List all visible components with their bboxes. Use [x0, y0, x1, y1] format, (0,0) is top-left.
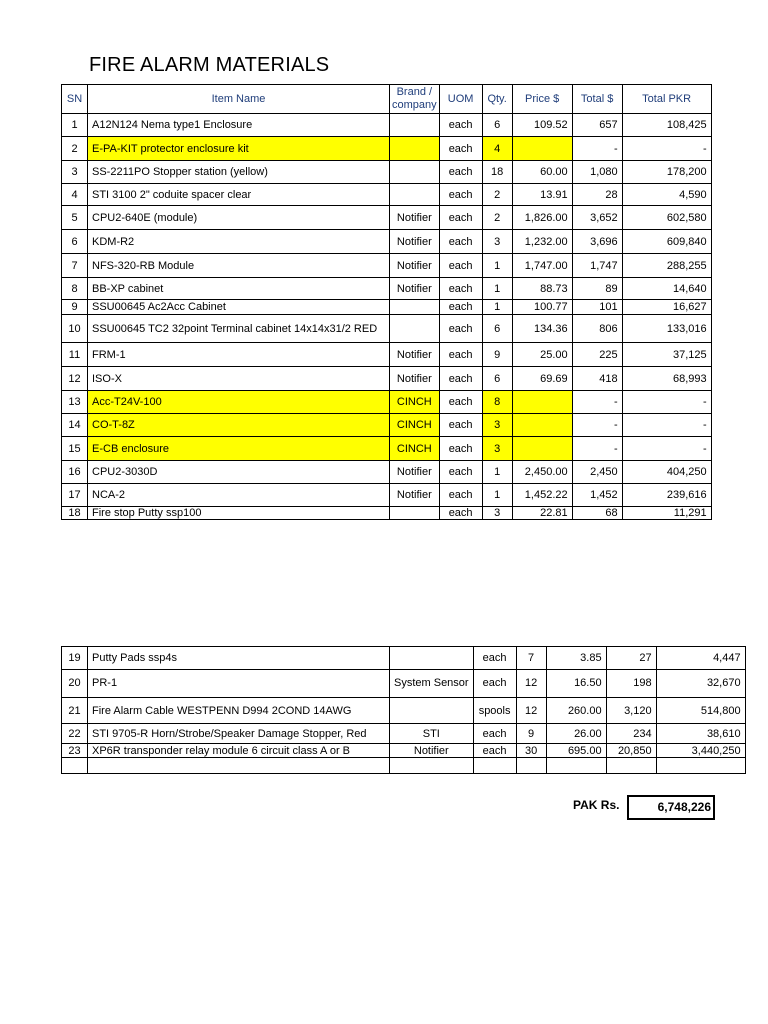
cell-price: [512, 137, 572, 161]
cell-qty: 3: [482, 230, 512, 254]
cell-uom: each: [439, 437, 482, 461]
cell-brand: [390, 758, 474, 774]
cell-price: 100.77: [512, 300, 572, 315]
header-qty: Qty.: [482, 85, 512, 114]
cell-price: 26.00: [546, 724, 606, 744]
cell-total: -: [572, 137, 622, 161]
cell-sn: 15: [62, 437, 88, 461]
cell-sn: 20: [62, 670, 88, 698]
cell-item: CPU2-3030D: [88, 461, 390, 484]
cell-item: STI 9705-R Horn/Strobe/Speaker Damage Stopper, Red: [88, 724, 390, 744]
cell-total-pkr: 108,425: [622, 114, 711, 137]
cell-uom: each: [439, 161, 482, 184]
cell-item: CPU2-640E (module): [88, 206, 390, 230]
cell-brand: [390, 507, 440, 520]
cell-price: 3.85: [546, 647, 606, 670]
cell-sn: 11: [62, 343, 88, 367]
materials-table-continued: [61, 646, 746, 774]
cell-qty: 1: [482, 461, 512, 484]
cell-sn: 8: [62, 278, 88, 300]
page-title: FIRE ALARM MATERIALS: [89, 54, 330, 76]
cell-qty: 12: [516, 698, 546, 724]
cell-price: 695.00: [546, 744, 606, 758]
cell-price: 88.73: [512, 278, 572, 300]
cell-item: NCA-2: [88, 484, 390, 507]
cell-total-pkr: 178,200: [622, 161, 711, 184]
cell-qty: 3: [482, 437, 512, 461]
cell-total-pkr: [656, 758, 745, 774]
cell-price: 60.00: [512, 161, 572, 184]
cell-price: [512, 414, 572, 437]
cell-total: [606, 758, 656, 774]
header-brand: Brand / company: [390, 85, 440, 114]
cell-brand: Notifier: [390, 230, 440, 254]
cell-total: -: [572, 414, 622, 437]
cell-qty: 30: [516, 744, 546, 758]
cell-item: ISO-X: [88, 367, 390, 391]
cell-qty: 1: [482, 278, 512, 300]
grand-total-label: PAK Rs.: [573, 798, 620, 812]
cell-price: 1,452.22: [512, 484, 572, 507]
cell-brand: CINCH: [390, 391, 440, 414]
cell-qty: 6: [482, 367, 512, 391]
cell-brand: [390, 137, 440, 161]
table-row: [62, 461, 712, 484]
cell-total: 1,080: [572, 161, 622, 184]
cell-sn: 19: [62, 647, 88, 670]
table-row: [62, 647, 746, 670]
table-row: [62, 744, 746, 758]
cell-item: BB-XP cabinet: [88, 278, 390, 300]
cell-total: 68: [572, 507, 622, 520]
cell-brand: [390, 114, 440, 137]
cell-qty: 1: [482, 300, 512, 315]
cell-sn: 2: [62, 137, 88, 161]
cell-sn: 12: [62, 367, 88, 391]
cell-brand: [390, 161, 440, 184]
cell-total-pkr: 609,840: [622, 230, 711, 254]
cell-sn: 5: [62, 206, 88, 230]
cell-total-pkr: 3,440,250: [656, 744, 745, 758]
table-row: [62, 367, 712, 391]
cell-brand: Notifier: [390, 461, 440, 484]
cell-item: E-CB enclosure: [88, 437, 390, 461]
cell-uom: each: [473, 647, 516, 670]
cell-sn: 1: [62, 114, 88, 137]
cell-uom: spools: [473, 698, 516, 724]
cell-sn: 18: [62, 507, 88, 520]
cell-uom: each: [439, 137, 482, 161]
cell-qty: 2: [482, 184, 512, 206]
cell-total: 1,747: [572, 254, 622, 278]
header-row: [62, 85, 712, 114]
cell-brand: STI: [390, 724, 474, 744]
cell-uom: each: [439, 343, 482, 367]
table-row: [62, 724, 746, 744]
cell-qty: 18: [482, 161, 512, 184]
cell-qty: 7: [516, 647, 546, 670]
header-sn: SN: [62, 85, 88, 114]
cell-uom: each: [439, 507, 482, 520]
table-row: [62, 670, 746, 698]
table-row: [62, 278, 712, 300]
cell-price: 260.00: [546, 698, 606, 724]
cell-uom: each: [439, 278, 482, 300]
cell-total-pkr: 239,616: [622, 484, 711, 507]
header-uom: UOM: [439, 85, 482, 114]
cell-item: KDM-R2: [88, 230, 390, 254]
cell-uom: each: [439, 484, 482, 507]
cell-item: SSU00645 Ac2Acc Cabinet: [88, 300, 390, 315]
cell-uom: each: [439, 114, 482, 137]
cell-total-pkr: 514,800: [656, 698, 745, 724]
cell-qty: 4: [482, 137, 512, 161]
cell-item: FRM-1: [88, 343, 390, 367]
cell-uom: each: [439, 367, 482, 391]
cell-sn: [62, 758, 88, 774]
cell-item: Putty Pads ssp4s: [88, 647, 390, 670]
cell-item: A12N124 Nema type1 Enclosure: [88, 114, 390, 137]
cell-sn: 21: [62, 698, 88, 724]
cell-total: 806: [572, 315, 622, 343]
cell-item: CO-T-8Z: [88, 414, 390, 437]
cell-uom: [473, 758, 516, 774]
cell-qty: 9: [516, 724, 546, 744]
cell-sn: 23: [62, 744, 88, 758]
table-row: [62, 137, 712, 161]
cell-total: 89: [572, 278, 622, 300]
cell-brand: Notifier: [390, 254, 440, 278]
table-row: [62, 161, 712, 184]
cell-brand: [390, 698, 474, 724]
header-item-name: Item Name: [88, 85, 390, 114]
cell-total: 20,850: [606, 744, 656, 758]
cell-price: 25.00: [512, 343, 572, 367]
cell-uom: each: [439, 414, 482, 437]
cell-total-pkr: 38,610: [656, 724, 745, 744]
table-row: [62, 698, 746, 724]
cell-total-pkr: 4,447: [656, 647, 745, 670]
cell-brand: Notifier: [390, 343, 440, 367]
table-row: [62, 230, 712, 254]
cell-price: 1,747.00: [512, 254, 572, 278]
cell-item: PR-1: [88, 670, 390, 698]
cell-brand: Notifier: [390, 367, 440, 391]
cell-qty: 6: [482, 315, 512, 343]
cell-uom: each: [473, 724, 516, 744]
cell-uom: each: [439, 300, 482, 315]
cell-total: 3,120: [606, 698, 656, 724]
cell-sn: 10: [62, 315, 88, 343]
cell-sn: 14: [62, 414, 88, 437]
cell-sn: 6: [62, 230, 88, 254]
table-row: [62, 484, 712, 507]
cell-brand: Notifier: [390, 484, 440, 507]
cell-sn: 4: [62, 184, 88, 206]
cell-uom: each: [439, 230, 482, 254]
cell-total: 27: [606, 647, 656, 670]
cell-total-pkr: -: [622, 437, 711, 461]
cell-total: 225: [572, 343, 622, 367]
cell-total-pkr: 68,993: [622, 367, 711, 391]
cell-uom: each: [439, 206, 482, 230]
cell-brand: [390, 300, 440, 315]
cell-qty: 2: [482, 206, 512, 230]
cell-total-pkr: 37,125: [622, 343, 711, 367]
table-row: [62, 391, 712, 414]
cell-qty: 9: [482, 343, 512, 367]
cell-uom: each: [473, 670, 516, 698]
table-row: [62, 184, 712, 206]
cell-total: -: [572, 437, 622, 461]
cell-item: Fire stop Putty ssp100: [88, 507, 390, 520]
cell-price: 13.91: [512, 184, 572, 206]
cell-brand: Notifier: [390, 744, 474, 758]
cell-price: 1,232.00: [512, 230, 572, 254]
cell-sn: 13: [62, 391, 88, 414]
cell-qty: 1: [482, 484, 512, 507]
cell-brand: [390, 184, 440, 206]
cell-item: Fire Alarm Cable WESTPENN D994 2COND 14AWG: [88, 698, 390, 724]
cell-price: 22.81: [512, 507, 572, 520]
cell-brand: CINCH: [390, 414, 440, 437]
cell-total-pkr: 4,590: [622, 184, 711, 206]
cell-item: NFS-320-RB Module: [88, 254, 390, 278]
table-row: [62, 343, 712, 367]
cell-total-pkr: 11,291: [622, 507, 711, 520]
cell-total: 418: [572, 367, 622, 391]
cell-total-pkr: -: [622, 137, 711, 161]
cell-price: 2,450.00: [512, 461, 572, 484]
cell-qty: [516, 758, 546, 774]
cell-total-pkr: 32,670: [656, 670, 745, 698]
table-row: [62, 114, 712, 137]
cell-price: [512, 437, 572, 461]
header-total-pkr: Total PKR: [622, 85, 711, 114]
cell-total: 101: [572, 300, 622, 315]
cell-total-pkr: -: [622, 414, 711, 437]
table-row: [62, 206, 712, 230]
cell-total: 3,652: [572, 206, 622, 230]
table-row: [62, 254, 712, 278]
table-row: [62, 437, 712, 461]
cell-item: SS-2211PO Stopper station (yellow): [88, 161, 390, 184]
cell-item: E-PA-KIT protector enclosure kit: [88, 137, 390, 161]
cell-total: 657: [572, 114, 622, 137]
cell-total: 198: [606, 670, 656, 698]
cell-price: [546, 758, 606, 774]
cell-total-pkr: 133,016: [622, 315, 711, 343]
cell-price: 69.69: [512, 367, 572, 391]
cell-item: Acc-T24V-100: [88, 391, 390, 414]
cell-price: 1,826.00: [512, 206, 572, 230]
cell-total: 1,452: [572, 484, 622, 507]
cell-price: 16.50: [546, 670, 606, 698]
cell-brand: System Sensor: [390, 670, 474, 698]
table-row: [62, 315, 712, 343]
header-price: Price $: [512, 85, 572, 114]
cell-price: 109.52: [512, 114, 572, 137]
cell-price: 134.36: [512, 315, 572, 343]
cell-qty: 8: [482, 391, 512, 414]
cell-qty: 6: [482, 114, 512, 137]
cell-total-pkr: 14,640: [622, 278, 711, 300]
materials-table: [61, 84, 712, 520]
cell-item: STI 3100 2" coduite spacer clear: [88, 184, 390, 206]
cell-sn: 3: [62, 161, 88, 184]
cell-total: 234: [606, 724, 656, 744]
table-row: [62, 507, 712, 520]
cell-sn: 17: [62, 484, 88, 507]
cell-total: 28: [572, 184, 622, 206]
cell-total: 2,450: [572, 461, 622, 484]
table-row: [62, 300, 712, 315]
cell-total-pkr: 404,250: [622, 461, 711, 484]
cell-item: XP6R transponder relay module 6 circuit class A or B: [88, 744, 390, 758]
table-row: [62, 758, 746, 774]
cell-total-pkr: 288,255: [622, 254, 711, 278]
cell-uom: each: [439, 461, 482, 484]
cell-total-pkr: -: [622, 391, 711, 414]
cell-sn: 16: [62, 461, 88, 484]
cell-uom: each: [439, 254, 482, 278]
cell-total-pkr: 16,627: [622, 300, 711, 315]
cell-sn: 9: [62, 300, 88, 315]
cell-sn: 22: [62, 724, 88, 744]
cell-total: -: [572, 391, 622, 414]
cell-item: SSU00645 TC2 32point Terminal cabinet 14x14x31/2 RED: [88, 315, 390, 343]
cell-qty: 1: [482, 254, 512, 278]
cell-uom: each: [439, 184, 482, 206]
cell-brand: Notifier: [390, 278, 440, 300]
cell-total: 3,696: [572, 230, 622, 254]
cell-qty: 12: [516, 670, 546, 698]
cell-brand: [390, 647, 474, 670]
cell-item: [88, 758, 390, 774]
cell-total-pkr: 602,580: [622, 206, 711, 230]
cell-brand: Notifier: [390, 206, 440, 230]
cell-uom: each: [439, 391, 482, 414]
cell-brand: [390, 315, 440, 343]
cell-qty: 3: [482, 414, 512, 437]
cell-uom: each: [473, 744, 516, 758]
table-row: [62, 414, 712, 437]
header-total-usd: Total $: [572, 85, 622, 114]
cell-sn: 7: [62, 254, 88, 278]
cell-qty: 3: [482, 507, 512, 520]
grand-total-value: 6,748,226: [627, 795, 715, 820]
cell-uom: each: [439, 315, 482, 343]
cell-price: [512, 391, 572, 414]
cell-brand: CINCH: [390, 437, 440, 461]
